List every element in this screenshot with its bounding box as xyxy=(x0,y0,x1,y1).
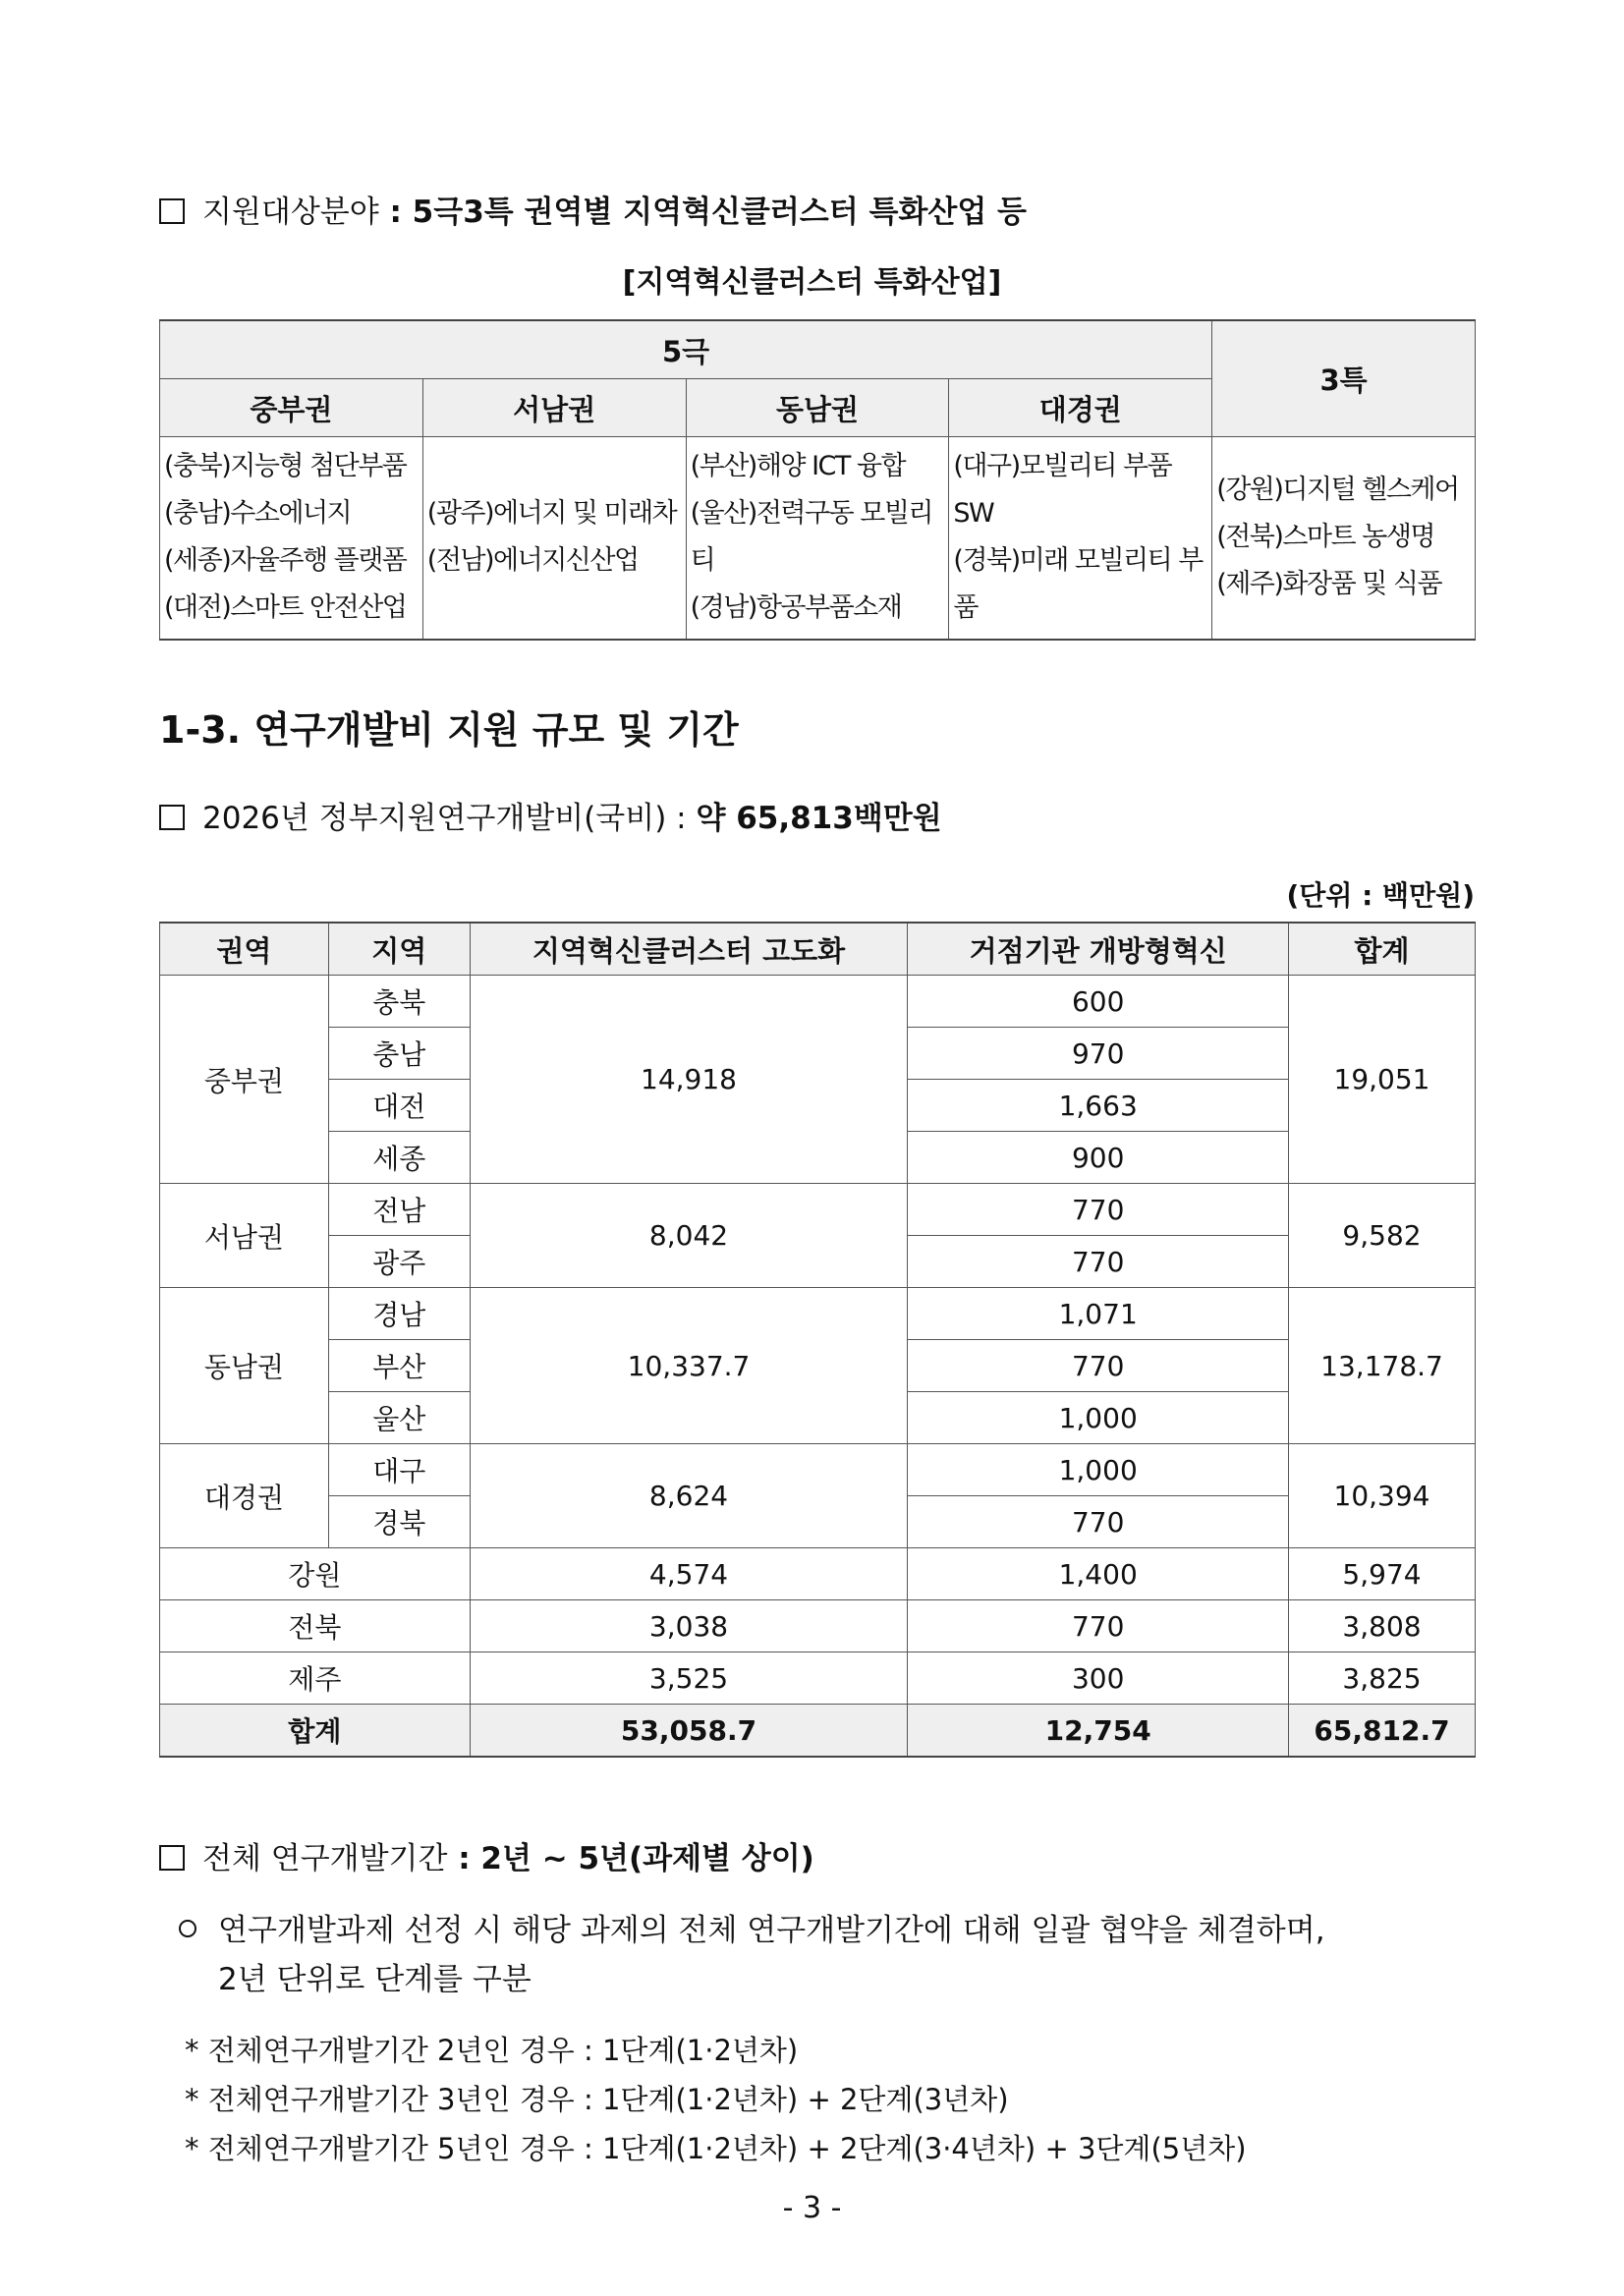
region-cell: 충북 xyxy=(328,976,470,1028)
specialized-industry-table xyxy=(159,319,1476,641)
cluster-cell: 3,038 xyxy=(470,1600,908,1652)
sum-total: 65,812.7 xyxy=(1289,1705,1476,1758)
total-cell: 19,051 xyxy=(1289,976,1476,1184)
group-header-5geuk: 5극 xyxy=(160,320,1212,379)
table-row xyxy=(160,1652,1476,1705)
table-row xyxy=(160,1288,1476,1340)
table1-caption: [지역혁신클러스터 특화산업] xyxy=(622,265,1002,300)
header-cluster: 지역혁신클러스터 고도화 xyxy=(470,923,908,976)
cell-dongnam: (부산)해양 ICT 융합 (울산)전력구동 모빌리티 (경남)항공부품소재 xyxy=(686,437,949,640)
open-cell: 1,400 xyxy=(908,1548,1289,1600)
total-cell: 3,825 xyxy=(1289,1652,1476,1705)
zone-cell: 서남권 xyxy=(160,1184,329,1288)
special-header-3teuk: 3특 xyxy=(1212,320,1476,437)
cluster-cell: 8,042 xyxy=(470,1184,908,1288)
support-field-line: 지원대상분야 : 5극3특 권역별 지역혁신클러스터 특화산업 등 xyxy=(159,193,1027,232)
open-cell: 1,663 xyxy=(908,1080,1289,1132)
header-total: 합계 xyxy=(1289,923,1476,976)
cluster-cell: 10,337.7 xyxy=(470,1288,908,1444)
total-cell: 5,974 xyxy=(1289,1548,1476,1600)
support-field-value: 5극3특 권역별 지역혁신클러스터 특화산업 등 xyxy=(412,195,1028,230)
cluster-cell: 3,525 xyxy=(470,1652,908,1705)
region-cell: 제주 xyxy=(160,1652,471,1705)
region-cell: 대구 xyxy=(328,1444,470,1496)
total-cell: 9,582 xyxy=(1289,1184,1476,1288)
region-cell: 울산 xyxy=(328,1392,470,1444)
total-cell: 10,394 xyxy=(1289,1444,1476,1548)
table-row xyxy=(160,1548,1476,1600)
open-cell: 770 xyxy=(908,1184,1289,1236)
section-title: 1-3. 연구개발비 지원 규모 및 기간 xyxy=(159,708,739,752)
support-field-label: 지원대상분야 xyxy=(202,195,379,230)
cell-jungbu: (충북)지능형 첨단부품 (충남)수소에너지 (세종)자율주행 플랫폼 (대전)스마트 안전산업 xyxy=(160,437,423,640)
region-cell: 부산 xyxy=(328,1340,470,1392)
cell-3teuk: (강원)디지털 헬스케어 (전북)스마트 농생명 (제주)화장품 및 식품 xyxy=(1212,437,1476,640)
cluster-cell: 14,918 xyxy=(470,976,908,1184)
region-cell: 경북 xyxy=(328,1496,470,1548)
open-cell: 1,071 xyxy=(908,1288,1289,1340)
table-row xyxy=(160,1184,1476,1236)
open-cell: 1,000 xyxy=(908,1444,1289,1496)
zone-cell: 대경권 xyxy=(160,1444,329,1548)
note-item: * 전체연구개발기간 5년인 경우 : 1단계(1·2년차) + 2단계(3·4년차) + 3단계(5년차) xyxy=(185,2132,1247,2165)
region-cell: 전남 xyxy=(328,1184,470,1236)
col-header-seonam: 서남권 xyxy=(422,379,686,437)
col-header-jungbu: 중부권 xyxy=(160,379,423,437)
budget-line: 2026년 정부지원연구개발비(국비) : 약 65,813백만원 xyxy=(159,799,942,838)
region-cell: 대전 xyxy=(328,1080,470,1132)
open-cell: 770 xyxy=(908,1496,1289,1548)
header-open-innovation: 거점기관 개방형혁신 xyxy=(908,923,1289,976)
region-cell: 강원 xyxy=(160,1548,471,1600)
region-cell: 광주 xyxy=(328,1236,470,1288)
circle-bullet-icon xyxy=(179,1920,196,1937)
note-item: * 전체연구개발기간 2년인 경우 : 1단계(1·2년차) xyxy=(185,2034,799,2067)
sum-cluster: 53,058.7 xyxy=(470,1705,908,1758)
total-cell: 13,178.7 xyxy=(1289,1288,1476,1444)
region-cell: 전북 xyxy=(160,1600,471,1652)
budget-value: 약 65,813백만원 xyxy=(696,801,942,836)
table-row xyxy=(160,1444,1476,1496)
budget-label: 2026년 정부지원연구개발비(국비) xyxy=(202,801,667,836)
region-cell: 경남 xyxy=(328,1288,470,1340)
table-row xyxy=(160,976,1476,1028)
period-line: 전체 연구개발기간 : 2년 ~ 5년(과제별 상이) xyxy=(159,1839,814,1878)
open-cell: 770 xyxy=(908,1340,1289,1392)
open-cell: 900 xyxy=(908,1132,1289,1184)
period-label: 전체 연구개발기간 xyxy=(202,1841,448,1876)
table-row xyxy=(160,1600,1476,1652)
region-cell: 충남 xyxy=(328,1028,470,1080)
cell-seonam: (광주)에너지 및 미래차 (전남)에너지신산업 xyxy=(422,437,686,640)
budget-table xyxy=(159,922,1476,1758)
period-desc-line2: 2년 단위로 단계를 구분 xyxy=(218,1962,532,1997)
square-bullet-icon xyxy=(159,1845,185,1871)
region-cell: 세종 xyxy=(328,1132,470,1184)
square-bullet-icon xyxy=(159,198,185,224)
page-number: - 3 - xyxy=(782,2191,842,2225)
col-header-dongnam: 동남권 xyxy=(686,379,949,437)
col-header-daegyeong: 대경권 xyxy=(949,379,1212,437)
sum-open: 12,754 xyxy=(908,1705,1289,1758)
open-cell: 600 xyxy=(908,976,1289,1028)
open-cell: 1,000 xyxy=(908,1392,1289,1444)
unit-label: (단위 : 백만원) xyxy=(1286,879,1475,912)
cluster-cell: 4,574 xyxy=(470,1548,908,1600)
total-cell: 3,808 xyxy=(1289,1600,1476,1652)
cell-daegyeong: (대구)모빌리티 부품SW (경북)미래 모빌리티 부품 xyxy=(949,437,1212,640)
zone-cell: 동남권 xyxy=(160,1288,329,1444)
open-cell: 770 xyxy=(908,1600,1289,1652)
period-value: 2년 ~ 5년(과제별 상이) xyxy=(480,1841,814,1876)
cluster-cell: 8,624 xyxy=(470,1444,908,1548)
open-cell: 770 xyxy=(908,1236,1289,1288)
period-desc-line1: 연구개발과제 선정 시 해당 과제의 전체 연구개발기간에 대해 일괄 협약을 체결하며, xyxy=(179,1911,1325,1950)
square-bullet-icon xyxy=(159,805,185,830)
open-cell: 300 xyxy=(908,1652,1289,1705)
header-zone: 권역 xyxy=(160,923,329,976)
sum-label: 합계 xyxy=(160,1705,471,1758)
zone-cell: 중부권 xyxy=(160,976,329,1184)
sum-row xyxy=(160,1705,1476,1758)
header-region: 지역 xyxy=(328,923,470,976)
open-cell: 970 xyxy=(908,1028,1289,1080)
note-item: * 전체연구개발기간 3년인 경우 : 1단계(1·2년차) + 2단계(3년차) xyxy=(185,2083,1009,2116)
